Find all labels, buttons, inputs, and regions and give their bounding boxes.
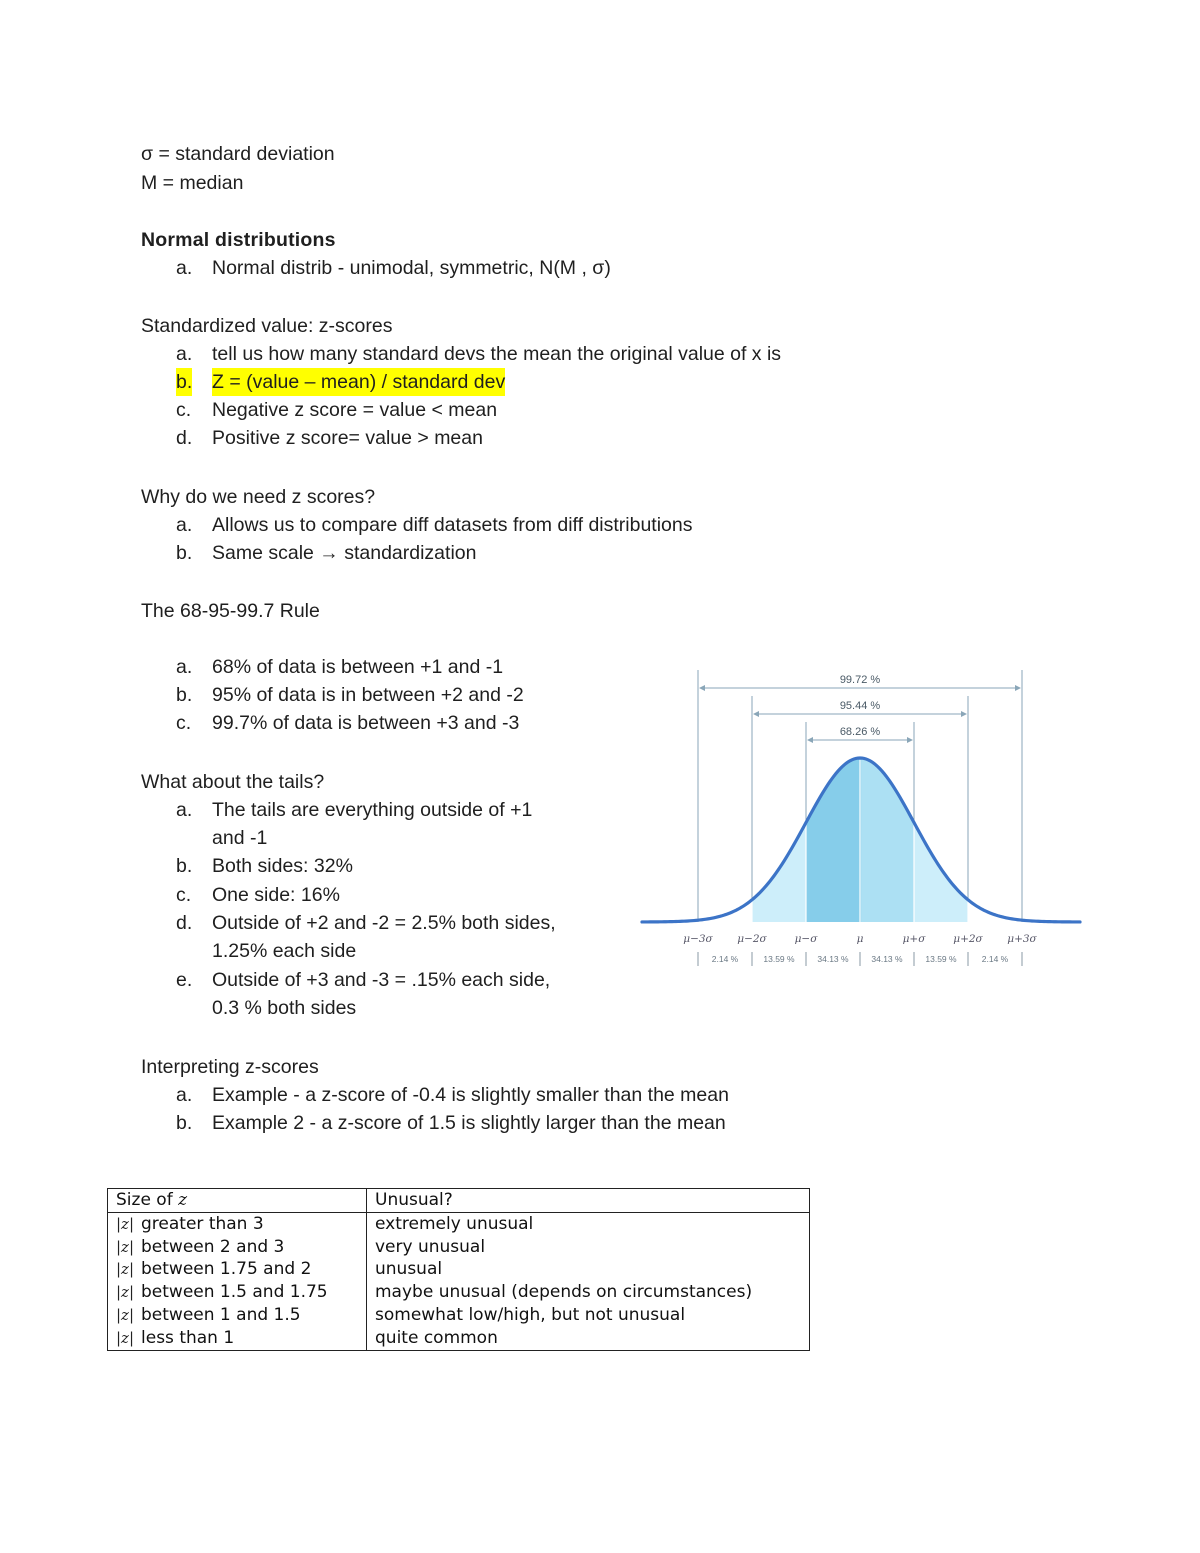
x-tick-label: μ+2σ [953,933,983,945]
list-marker: a. [176,343,193,365]
table-row [108,1258,810,1281]
bracket-arrow-right [961,711,967,717]
region-percent-label: 13.59 % [925,954,957,964]
size-text: between 2 and 3 [141,1236,285,1257]
list-text: Both sides: 32% [212,855,353,877]
z-size-table [107,1188,810,1351]
bracket-arrow-right [1015,685,1021,691]
size-cell [108,1212,367,1235]
table-header-size [108,1189,367,1213]
interpreting-heading: Interpreting z-scores [141,1056,319,1078]
x-tick-label: μ−2σ [737,933,767,945]
size-cell [108,1304,367,1327]
list-marker: a. [176,799,193,821]
unusual-cell: very unusual [375,1236,486,1257]
size-header-label: Size of z [116,1190,188,1210]
x-tick-label: μ+3σ [1007,933,1037,945]
z-formula-text: Z = (value – mean) / standard dev [212,368,505,396]
x-tick-label: μ−3σ [683,933,713,945]
list-marker: b. [176,368,192,396]
list-text: 0.3 % both sides [212,997,357,1019]
list-text: Normal distrib - unimodal, symmetric, N(M , σ) [212,257,611,279]
table-row [108,1212,810,1235]
list-marker: b. [176,542,193,564]
size-cell [108,1258,367,1281]
list-marker: d. [176,912,193,934]
list-marker: c. [176,712,192,734]
abs-z-symbol: |z| [116,1260,135,1279]
list-text: 95% of data is in between +2 and -2 [212,684,524,706]
list-marker: d. [176,427,193,449]
abs-z-symbol: |z| [116,1214,135,1233]
tails-heading: What about the tails? [141,771,325,793]
rule-heading: The 68-95-99.7 Rule [141,600,320,622]
size-cell [108,1327,367,1350]
table-row [108,1304,810,1327]
abs-z-symbol: |z| [116,1328,135,1347]
standardized-heading: Standardized value: z-scores [141,315,393,337]
bracket-arrow-left [807,737,813,743]
size-text: between 1.5 and 1.75 [141,1282,328,1303]
region-percent-label: 2.14 % [981,954,1009,964]
list-marker: b. [176,855,193,877]
bracket-arrow-left [699,685,705,691]
region-34-left [806,758,861,922]
x-tick-label: μ+σ [902,933,926,945]
bracket-arrow-right [907,737,913,743]
list-text: One side: 16% [212,884,340,906]
unusual-cell: somewhat low/high, but not unusual [375,1304,686,1325]
list-marker: a. [176,1084,193,1106]
list-text: Outside of +3 and -3 = .15% each side, [212,969,551,991]
list-text: tell us how many standard devs the mean the original value of x is [212,343,782,365]
size-cell [108,1281,367,1304]
list-text: Outside of +2 and -2 = 2.5% both sides, [212,912,556,934]
sigma-definition: σ = standard deviation [141,143,335,165]
bracket-label: 99.72 % [839,674,881,686]
x-tick-label: μ−σ [794,933,818,945]
size-text: between 1.75 and 2 [141,1259,312,1280]
normal-distributions-heading: Normal distributions [141,229,336,251]
size-text: less than 1 [141,1327,235,1348]
size-text: greater than 3 [141,1213,264,1234]
table-row [108,1281,810,1304]
bracket-label: 68.26 % [839,726,881,738]
list-text: Same scale → standardization [212,542,477,564]
region-percent-label: 13.59 % [763,954,795,964]
size-cell [108,1236,367,1259]
abs-z-symbol: |z| [116,1305,135,1324]
list-text: 68% of data is between +1 and -1 [212,656,504,678]
table-row [108,1236,810,1259]
bracket-label: 95.44 % [839,700,881,712]
size-text: between 1 and 1.5 [141,1304,301,1325]
why-heading: Why do we need z scores? [141,486,376,508]
list-marker: b. [176,684,193,706]
abs-z-symbol: |z| [116,1283,135,1302]
region-percent-label: 2.14 % [711,954,739,964]
list-marker: b. [176,1112,193,1134]
list-text: and -1 [212,827,268,849]
list-text: 99.7% of data is between +3 and -3 [212,712,520,734]
list-marker: a. [176,656,193,678]
list-text: Positive z score= value > mean [212,427,483,449]
bracket-arrow-left [753,711,759,717]
unusual-cell: quite common [375,1327,498,1348]
list-text: Example 2 - a z-score of 1.5 is slightly larger than the mean [212,1112,726,1134]
abs-z-symbol: |z| [116,1237,135,1256]
unusual-cell: extremely unusual [375,1213,534,1234]
region-percent-label: 34.13 % [817,954,849,964]
list-marker: e. [176,969,193,991]
list-text: Allows us to compare diff datasets from diff distributions [212,514,693,536]
list-text: The tails are everything outside of +1 [212,799,533,821]
list-text: Negative z score = value < mean [212,399,498,421]
table-header-row [108,1189,810,1213]
region-percent-label: 34.13 % [871,954,903,964]
table-row [108,1327,810,1350]
list-marker: a. [176,514,193,536]
unusual-cell: maybe unusual (depends on circumstances) [375,1282,753,1303]
list-text: 1.25% each side [212,940,357,962]
list-marker: c. [176,399,192,421]
median-definition: M = median [141,172,244,194]
z-symbol: z [178,1190,188,1210]
list-marker: c. [176,884,192,906]
list-marker: a. [176,257,193,279]
table-header-unusual: Unusual? [367,1189,810,1213]
unusual-cell: unusual [375,1259,443,1280]
list-text: Example - a z-score of -0.4 is slightly smaller than the mean [212,1084,729,1106]
x-tick-label: μ [856,933,864,945]
normal-distribution-chart [636,660,1088,972]
